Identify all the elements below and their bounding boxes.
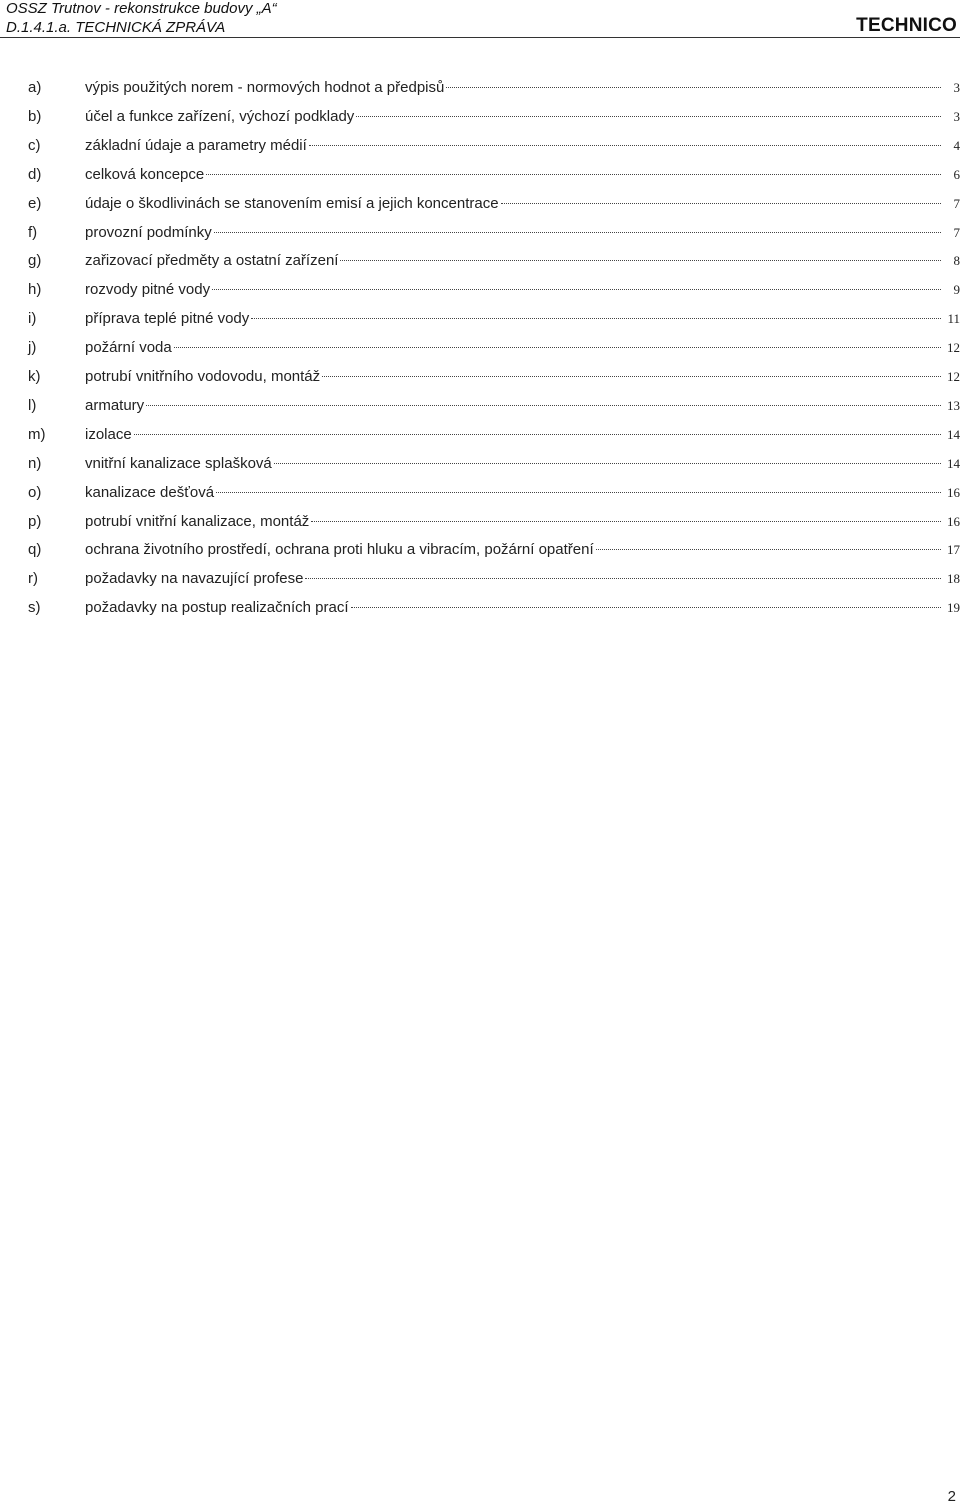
toc-dot-leader [174, 347, 941, 348]
toc-entry-letter: b) [28, 107, 42, 125]
toc-entry-title: armatury [85, 396, 145, 414]
toc-dot-leader [351, 607, 942, 608]
toc-entry-title: údaje o škodlivinách se stanovením emisí a jejich koncentrace [85, 194, 499, 212]
toc-entry-title: celková koncepce [85, 165, 205, 183]
toc-entry-letter: s) [28, 599, 41, 617]
toc-entry[interactable] [0, 365, 960, 389]
toc-entry-page: 14 [947, 426, 960, 442]
toc-entry-letter: i) [28, 310, 37, 328]
toc-entry-line [85, 567, 960, 591]
toc-entry[interactable] [0, 134, 960, 158]
toc-entry-letter: k) [28, 368, 41, 385]
technico-logo: TECHNICO [856, 15, 957, 36]
toc-entry-letter: q) [28, 541, 42, 559]
toc-entry-title: požadavky na navazující profese [85, 570, 304, 588]
toc-entry-letter: f) [28, 223, 38, 241]
toc-entry-page: 4 [953, 137, 960, 153]
toc-entry[interactable] [0, 192, 960, 216]
toc-entry-line [85, 105, 960, 129]
toc-entry[interactable] [0, 221, 960, 245]
toc-entry-letter: o) [28, 483, 42, 501]
toc-entry-page: 12 [947, 340, 960, 356]
toc-entry-letter: e) [28, 194, 42, 212]
toc-entry-page: 14 [947, 455, 960, 471]
toc-entry-line [85, 510, 960, 534]
toc-entry-letter: a) [28, 79, 42, 96]
toc-entry-page: 16 [947, 484, 960, 500]
toc-entry-letter: m) [28, 425, 46, 443]
header-divider [0, 37, 960, 38]
toc-entry-line [85, 365, 960, 389]
toc-entry-title: rozvody pitné vody [85, 281, 211, 299]
toc-entry[interactable] [0, 596, 960, 620]
toc-dot-leader [146, 405, 941, 406]
toc-entry-page: 16 [947, 513, 960, 529]
toc-entry[interactable] [0, 307, 960, 331]
toc-dot-leader [596, 549, 941, 550]
toc-entry-page: 9 [953, 282, 960, 298]
toc-entry-letter: l) [28, 396, 37, 414]
toc-entry-title: účel a funkce zařízení, výchozí podklady [85, 107, 355, 125]
toc-dot-leader [214, 232, 941, 233]
toc-dot-leader [501, 203, 941, 204]
document-subtitle: D.1.4.1.a. TECHNICKÁ ZPRÁVA [6, 19, 226, 36]
toc-entry[interactable] [0, 163, 960, 187]
toc-dot-leader [251, 318, 941, 319]
toc-entry-page: 7 [953, 224, 960, 240]
toc-entry-line [85, 423, 960, 447]
toc-entry-page: 11 [947, 311, 960, 327]
toc-entry-letter: r) [28, 570, 38, 588]
toc-entry[interactable] [0, 567, 960, 591]
toc-entry-title: potrubí vnitřního vodovodu, montáž [85, 368, 321, 385]
document-title: OSSZ Trutnov - rekonstrukce budovy „A“ [6, 0, 277, 17]
toc-entry-page: 3 [953, 108, 960, 124]
toc-entry-letter: h) [28, 281, 42, 299]
toc-entry-page: 12 [947, 369, 960, 384]
toc-entry-letter: g) [28, 252, 42, 270]
toc-entry[interactable] [0, 452, 960, 476]
toc-entry[interactable] [0, 510, 960, 534]
page-header [0, 0, 960, 40]
toc-entry-line [85, 336, 960, 360]
toc-entry-title: provozní podmínky [85, 223, 212, 241]
toc-entry-page: 3 [953, 80, 960, 95]
toc-entry-page: 17 [947, 542, 960, 558]
toc-entry-line [85, 249, 960, 273]
toc-entry-letter: d) [28, 165, 42, 183]
toc-entry-line [85, 452, 960, 476]
toc-entry-letter: n) [28, 454, 42, 472]
toc-entry-title: kanalizace dešťová [85, 483, 215, 501]
toc-dot-leader [216, 492, 941, 493]
toc-entry-title: zařizovací předměty a ostatní zařízení [85, 252, 339, 270]
toc-entry[interactable] [0, 394, 960, 418]
toc-dot-leader [340, 260, 941, 261]
toc-dot-leader [305, 578, 941, 579]
toc-dot-leader [356, 116, 941, 117]
toc-dot-leader [212, 289, 941, 290]
toc-entry[interactable] [0, 423, 960, 447]
toc-dot-leader [274, 463, 941, 464]
toc-dot-leader [322, 376, 941, 377]
toc-entry-title: základní údaje a parametry médií [85, 136, 307, 154]
toc-dot-leader [311, 521, 941, 522]
toc-entry-line [85, 394, 960, 418]
toc-dot-leader [206, 174, 941, 175]
toc-entry[interactable] [0, 76, 960, 100]
toc-entry-line [85, 278, 960, 302]
toc-entry-line [85, 163, 960, 187]
toc-entry[interactable] [0, 336, 960, 360]
toc-entry-line [85, 307, 960, 331]
toc-entry-page: 13 [947, 397, 960, 413]
toc-entry-title: ochrana životního prostředí, ochrana proti hluku a vibracím, požární opatření [85, 541, 594, 559]
toc-entry-line [85, 134, 960, 158]
toc-entry-title: vnitřní kanalizace splašková [85, 454, 272, 472]
toc-entry-page: 19 [947, 600, 960, 616]
toc-entry-title: izolace [85, 425, 132, 443]
toc-entry-page: 6 [953, 166, 960, 182]
toc-entry-letter: j) [28, 339, 37, 357]
toc-dot-leader [446, 87, 941, 88]
toc-entry[interactable] [0, 538, 960, 562]
toc-dot-leader [309, 145, 941, 146]
toc-entry-line [85, 596, 960, 620]
toc-entry-line [85, 221, 960, 245]
toc-entry-line [85, 76, 960, 100]
toc-entry-title: požadavky na postup realizačních prací [85, 599, 349, 617]
toc-entry-page: 18 [947, 571, 960, 587]
toc-entry-title: požární voda [85, 339, 172, 357]
page-number: 2 [947, 1488, 956, 1505]
toc-dot-leader [134, 434, 941, 435]
toc-entry[interactable] [0, 249, 960, 273]
toc-entry-letter: c) [28, 136, 41, 154]
toc-entry-title: potrubí vnitřní kanalizace, montáž [85, 512, 310, 530]
toc-entry-page: 7 [953, 195, 960, 211]
toc-entry[interactable] [0, 481, 960, 505]
toc-entry[interactable] [0, 105, 960, 129]
toc-entry-line [85, 538, 960, 562]
toc-entry-title: výpis použitých norem - normových hodnot a předpisů [85, 79, 445, 96]
toc-entry-letter: p) [28, 512, 42, 530]
toc-entry-line [85, 192, 960, 216]
toc-entry[interactable] [0, 278, 960, 302]
toc-entry-line [85, 481, 960, 505]
toc-entry-page: 8 [953, 253, 960, 269]
toc-entry-title: příprava teplé pitné vody [85, 310, 250, 328]
